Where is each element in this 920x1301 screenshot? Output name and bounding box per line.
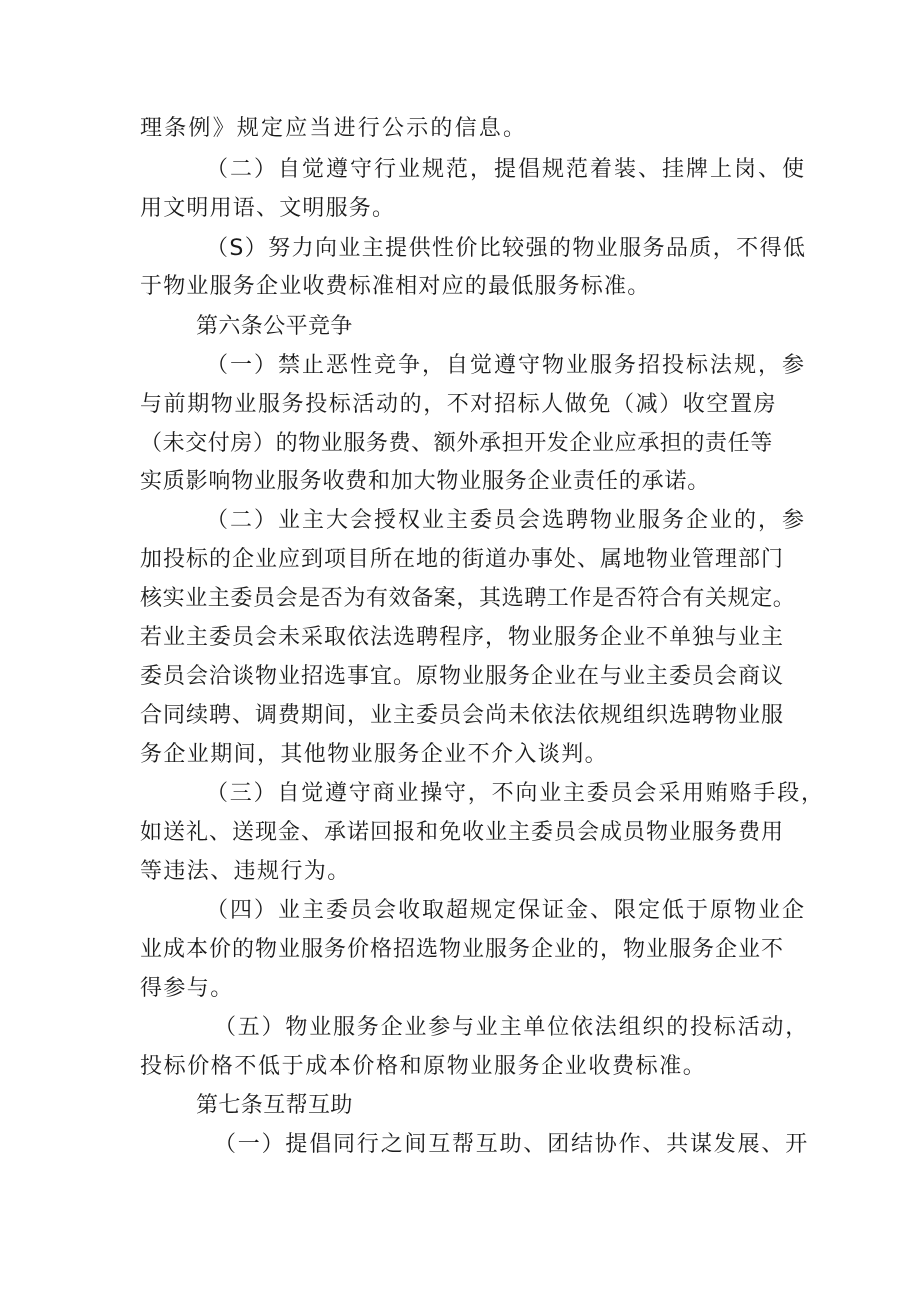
text-line: （未交付房）的物业服务费、额外承担开发企业应承担的责任等 (140, 431, 773, 456)
text-line: 实质影响物业服务收费和加大物业服务企业责任的承诺。 (140, 469, 711, 494)
text-line: 合同续聘、调费期间，业主委员会尚未依法依规组织选聘物业服 (140, 703, 785, 728)
text-line: （S）努力向业主提供性价比较强的物业服务品质，不得低 (206, 236, 807, 261)
text-line: 业成本价的物业服务价格招选物业服务企业的，物业服务企业不 (140, 937, 785, 962)
text-line: （二）业主大会授权业主委员会选聘物业服务企业的，参 (206, 508, 807, 533)
text-line: 等违法、违规行为。 (140, 859, 351, 884)
text-line: （五）物业服务企业参与业主单位依法组织的投标活动， (214, 1015, 810, 1040)
section-heading: 第六条公平竞争 (196, 314, 353, 339)
text-line: 用文明用语、文明服务。 (140, 196, 396, 221)
text-line: 得参与。 (140, 976, 234, 1001)
text-line: （二）自觉遵守行业规范，提倡规范着装、挂牌上岗、使 (206, 157, 807, 182)
text-line: （一）提倡同行之间互帮互助、团结协作、共谋发展、开 (214, 1132, 810, 1157)
text-line: 投标价格不低于成本价格和原物业服务企业收费标准。 (140, 1054, 707, 1079)
text-line: 理条例》规定应当进行公示的信息。 (140, 116, 528, 141)
text-line: 核实业主委员会是否为有效备案，其选聘工作是否符合有关规定。 (140, 586, 796, 611)
text-line: 如送礼、送现金、承诺回报和免收业主委员会成员物业服务费用 (140, 820, 785, 845)
text-line: 务企业期间，其他物业服务企业不介入谈判。 (140, 742, 609, 767)
section-heading: 第七条互帮互助 (196, 1093, 353, 1118)
text-line: 与前期物业服务投标活动的，不对招标人做免（减）收空置房 (140, 392, 778, 417)
text-line: （四）业主委员会收取超规定保证金、限定低于原物业企 (206, 898, 807, 923)
text-line: 加投标的企业应到项目所在地的街道办事处、属地物业管理部门 (140, 547, 785, 572)
text-line: 于物业服务企业收费标准相对应的最低服务标准。 (140, 274, 651, 299)
text-line: 委员会洽谈物业招选事宜。原物业服务企业在与业主委员会商议 (140, 664, 785, 689)
text-line: 若业主委员会未采取依法选聘程序，物业服务企业不单独与业主 (140, 625, 785, 650)
text-line: （一）禁止恶性竞争，自觉遵守物业服务招投标法规，参 (206, 353, 807, 378)
text-line: （三）自觉遵守商业操守，不向业主委员会采用贿赂手段， (206, 781, 825, 806)
